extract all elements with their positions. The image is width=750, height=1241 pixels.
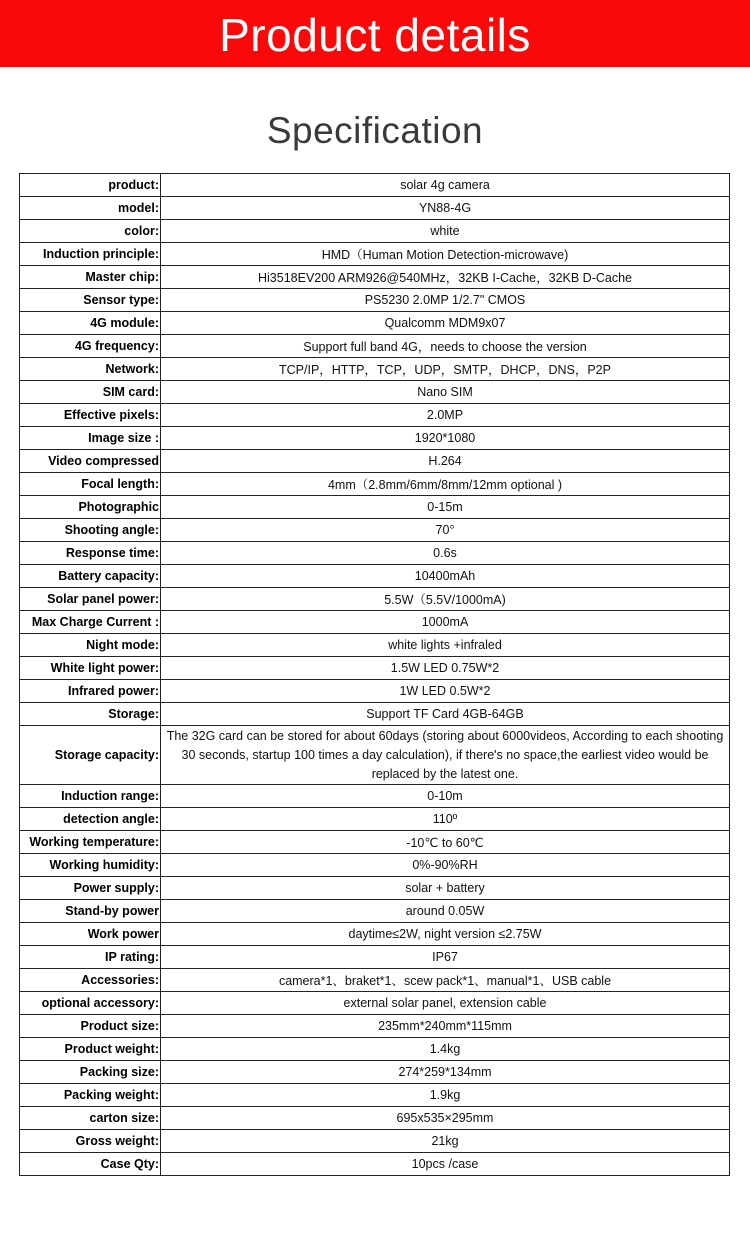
spec-value: IP67 [161, 946, 730, 969]
spec-value: 4mm（2.8mm/6mm/8mm/12mm optional ) [161, 473, 730, 496]
spec-row [20, 565, 730, 588]
spec-value: 21kg [161, 1130, 730, 1153]
spec-row [20, 900, 730, 923]
spec-label: detection angle: [20, 808, 161, 831]
spec-row [20, 1015, 730, 1038]
spec-row [20, 404, 730, 427]
spec-value: 1W LED 0.5W*2 [161, 680, 730, 703]
spec-label: IP rating: [20, 946, 161, 969]
spec-row [20, 174, 730, 197]
spec-value: 1000mA [161, 611, 730, 634]
spec-value: 695x535×295mm [161, 1107, 730, 1130]
spec-label: Gross weight: [20, 1130, 161, 1153]
spec-value: around 0.05W [161, 900, 730, 923]
spec-value: 10pcs /case [161, 1153, 730, 1176]
spec-value: 1.4kg [161, 1038, 730, 1061]
spec-label: Master chip: [20, 266, 161, 289]
spec-value: Nano SIM [161, 381, 730, 404]
spec-label: Product weight: [20, 1038, 161, 1061]
spec-row [20, 831, 730, 854]
spec-row [20, 969, 730, 992]
spec-label: 4G frequency: [20, 335, 161, 358]
spec-row [20, 808, 730, 831]
spec-value: PS5230 2.0MP 1/2.7" CMOS [161, 289, 730, 312]
spec-value: white lights +infraled [161, 634, 730, 657]
spec-value: Support full band 4G，needs to choose the version [161, 335, 730, 358]
spec-row [20, 657, 730, 680]
spec-row [20, 335, 730, 358]
spec-row [20, 946, 730, 969]
spec-label: Induction range: [20, 785, 161, 808]
spec-label: Power supply: [20, 877, 161, 900]
spec-value: 1.5W LED 0.75W*2 [161, 657, 730, 680]
product-details-banner: Product details [0, 0, 750, 67]
spec-row [20, 427, 730, 450]
spec-label: Infrared power: [20, 680, 161, 703]
spec-value: The 32G card can be stored for about 60days (storing about 6000videos, According to each shooting 30 seconds, startup 100 times a day calculation), if there's no space,the earliest video would be replaced by the latest one. [161, 726, 730, 785]
spec-row [20, 1107, 730, 1130]
spec-value: 1.9kg [161, 1084, 730, 1107]
spec-label: White light power: [20, 657, 161, 680]
spec-row [20, 1130, 730, 1153]
spec-row [20, 312, 730, 335]
spec-value: 0%-90%RH [161, 854, 730, 877]
spec-label: Working humidity: [20, 854, 161, 877]
spec-row [20, 542, 730, 565]
spec-value: -10℃ to 60℃ [161, 831, 730, 854]
spec-label: Accessories: [20, 969, 161, 992]
spec-value: solar 4g camera [161, 174, 730, 197]
spec-label: Max Charge Current : [20, 611, 161, 634]
spec-label: SIM card: [20, 381, 161, 404]
spec-row [20, 1061, 730, 1084]
spec-row [20, 496, 730, 519]
spec-value: H.264 [161, 450, 730, 473]
spec-value: 0-10m [161, 785, 730, 808]
spec-label: Induction principle: [20, 243, 161, 266]
spec-label: Product size: [20, 1015, 161, 1038]
spec-label: Shooting angle: [20, 519, 161, 542]
spec-label: color: [20, 220, 161, 243]
spec-label: Battery capacity: [20, 565, 161, 588]
spec-value: 235mm*240mm*115mm [161, 1015, 730, 1038]
spec-row [20, 358, 730, 381]
spec-label: Response time: [20, 542, 161, 565]
spec-row [20, 519, 730, 542]
spec-row [20, 726, 730, 785]
spec-label: Stand-by power [20, 900, 161, 923]
spec-label: Packing size: [20, 1061, 161, 1084]
spec-label: Network: [20, 358, 161, 381]
spec-row [20, 220, 730, 243]
spec-value: external solar panel, extension cable [161, 992, 730, 1015]
spec-value: solar + battery [161, 877, 730, 900]
spec-value: camera*1、braket*1、scew pack*1、manual*1、USB cable [161, 969, 730, 992]
spec-label: Night mode: [20, 634, 161, 657]
spec-row [20, 450, 730, 473]
spec-row [20, 243, 730, 266]
spec-value: 274*259*134mm [161, 1061, 730, 1084]
spec-label: optional accessory: [20, 992, 161, 1015]
spec-value: 110º [161, 808, 730, 831]
spec-row [20, 1084, 730, 1107]
spec-value: Hi3518EV200 ARM926@540MHz，32KB I-Cache，32KB D-Cache [161, 266, 730, 289]
spec-row [20, 289, 730, 312]
spec-value: 0-15m [161, 496, 730, 519]
specification-table [19, 173, 730, 1176]
spec-value: daytime≤2W, night version ≤2.75W [161, 923, 730, 946]
spec-label: Video compressed [20, 450, 161, 473]
spec-row [20, 266, 730, 289]
spec-value: 70° [161, 519, 730, 542]
specification-title: Specification [266, 110, 484, 151]
spec-row [20, 1038, 730, 1061]
spec-label: Storage: [20, 703, 161, 726]
spec-row [20, 854, 730, 877]
spec-row [20, 923, 730, 946]
spec-label: Storage capacity: [20, 726, 161, 785]
spec-label: Case Qty: [20, 1153, 161, 1176]
spec-row [20, 197, 730, 220]
spec-row [20, 634, 730, 657]
spec-row [20, 473, 730, 496]
spec-label: model: [20, 197, 161, 220]
spec-value: white [161, 220, 730, 243]
spec-value: TCP/IP，HTTP，TCP，UDP，SMTP，DHCP，DNS，P2P [161, 358, 730, 381]
spec-label: 4G module: [20, 312, 161, 335]
spec-label: product: [20, 174, 161, 197]
spec-value: Support TF Card 4GB-64GB [161, 703, 730, 726]
spec-label: carton size: [20, 1107, 161, 1130]
spec-row [20, 877, 730, 900]
spec-value: 1920*1080 [161, 427, 730, 450]
spec-row [20, 992, 730, 1015]
spec-row [20, 785, 730, 808]
specification-table-body [20, 174, 730, 1176]
spec-label: Packing weight: [20, 1084, 161, 1107]
spec-row [20, 703, 730, 726]
spec-value: 10400mAh [161, 565, 730, 588]
spec-label: Sensor type: [20, 289, 161, 312]
spec-value: Qualcomm MDM9x07 [161, 312, 730, 335]
spec-value: YN88-4G [161, 197, 730, 220]
spec-row [20, 680, 730, 703]
spec-label: Solar panel power: [20, 588, 161, 611]
spec-row [20, 611, 730, 634]
spec-value: HMD（Human Motion Detection-microwave) [161, 243, 730, 266]
spec-label: Photographic [20, 496, 161, 519]
spec-row [20, 1153, 730, 1176]
spec-row [20, 588, 730, 611]
spec-value: 5.5W（5.5V/1000mA) [161, 588, 730, 611]
spec-label: Work power [20, 923, 161, 946]
spec-value: 0.6s [161, 542, 730, 565]
spec-row [20, 381, 730, 404]
spec-label: Focal length: [20, 473, 161, 496]
spec-label: Effective pixels: [20, 404, 161, 427]
spec-label: Working temperature: [20, 831, 161, 854]
spec-value: 2.0MP [161, 404, 730, 427]
spec-label: Image size : [20, 427, 161, 450]
